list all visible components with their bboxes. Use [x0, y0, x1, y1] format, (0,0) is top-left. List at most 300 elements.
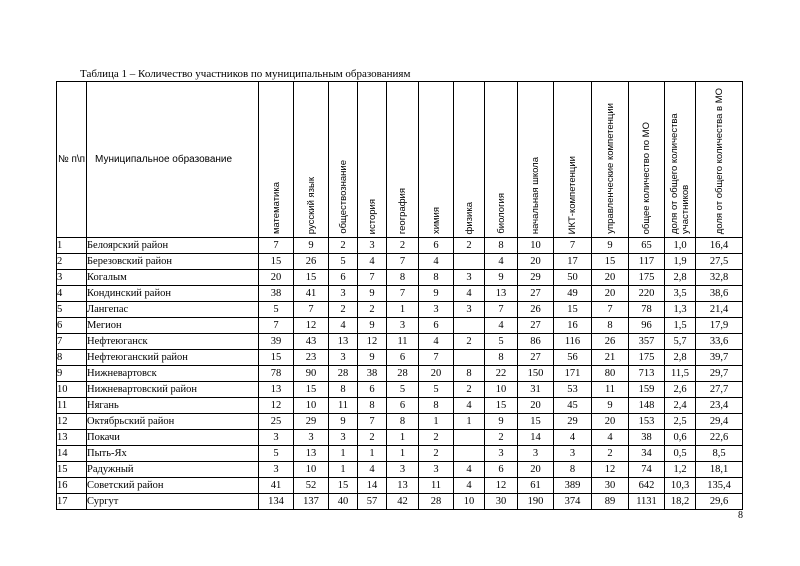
value-cell: 2,6 [665, 382, 696, 398]
value-cell: 12 [259, 398, 294, 414]
value-cell: 8 [554, 462, 592, 478]
value-cell: 15 [294, 382, 329, 398]
value-cell: 4 [454, 462, 485, 478]
value-cell [454, 254, 485, 270]
value-cell: 86 [518, 334, 554, 350]
value-cell: 15 [518, 414, 554, 430]
value-cell: 15 [485, 398, 518, 414]
value-cell: 50 [554, 270, 592, 286]
value-cell: 2 [485, 430, 518, 446]
total-cell: 117 [629, 254, 665, 270]
value-cell: 374 [554, 494, 592, 510]
value-cell: 134 [259, 494, 294, 510]
table-row [57, 414, 743, 430]
value-cell: 4 [485, 254, 518, 270]
table-row [57, 286, 743, 302]
value-cell: 6 [358, 382, 387, 398]
value-cell: 8 [454, 366, 485, 382]
value-cell: 42 [387, 494, 419, 510]
value-cell: 7 [358, 270, 387, 286]
row-index: 6 [57, 318, 87, 334]
value-cell: 38 [259, 286, 294, 302]
header-share-total: доля от общего количества участников [665, 82, 696, 238]
total-cell: 159 [629, 382, 665, 398]
header-subject: начальная школа [518, 82, 554, 238]
value-cell: 43 [294, 334, 329, 350]
value-cell: 2 [387, 238, 419, 254]
value-cell: 2 [329, 302, 358, 318]
value-cell: 1,9 [665, 254, 696, 270]
value-cell: 41 [294, 286, 329, 302]
value-cell: 56 [554, 350, 592, 366]
total-cell: 38 [629, 430, 665, 446]
row-index: 5 [57, 302, 87, 318]
value-cell: 1 [419, 414, 454, 430]
value-cell: 8 [485, 238, 518, 254]
municipality-name: Покачи [87, 430, 259, 446]
value-cell: 1 [329, 446, 358, 462]
municipality-name: Нефтеюганск [87, 334, 259, 350]
value-cell [454, 430, 485, 446]
value-cell: 45 [554, 398, 592, 414]
value-cell: 29 [518, 270, 554, 286]
value-cell: 2 [454, 382, 485, 398]
value-cell: 57 [358, 494, 387, 510]
value-cell: 9 [419, 286, 454, 302]
value-cell: 8 [387, 414, 419, 430]
value-cell: 7 [419, 350, 454, 366]
value-cell: 1,5 [665, 318, 696, 334]
value-cell: 30 [592, 478, 629, 494]
value-cell: 7 [259, 318, 294, 334]
value-cell: 13 [259, 382, 294, 398]
value-cell: 29,7 [696, 366, 743, 382]
municipality-name: Сургут [87, 494, 259, 510]
total-cell: 148 [629, 398, 665, 414]
value-cell: 11 [592, 382, 629, 398]
table-row [57, 366, 743, 382]
value-cell: 20 [592, 286, 629, 302]
total-cell: 713 [629, 366, 665, 382]
total-cell: 1131 [629, 494, 665, 510]
value-cell: 6 [419, 318, 454, 334]
value-cell: 10 [294, 398, 329, 414]
value-cell: 1 [387, 430, 419, 446]
value-cell: 4 [419, 334, 454, 350]
value-cell: 27,7 [696, 382, 743, 398]
value-cell: 10 [485, 382, 518, 398]
value-cell: 4 [554, 430, 592, 446]
value-cell: 90 [294, 366, 329, 382]
value-cell: 5 [387, 382, 419, 398]
table-row [57, 334, 743, 350]
row-index: 12 [57, 414, 87, 430]
row-index: 9 [57, 366, 87, 382]
municipality-name: Советский район [87, 478, 259, 494]
value-cell: 30 [485, 494, 518, 510]
row-index: 13 [57, 430, 87, 446]
value-cell: 39 [259, 334, 294, 350]
value-cell: 12 [358, 334, 387, 350]
value-cell: 3 [259, 462, 294, 478]
value-cell: 2,8 [665, 270, 696, 286]
table-header-row [57, 82, 743, 238]
value-cell: 2 [329, 238, 358, 254]
header-subject: география [387, 82, 419, 238]
value-cell: 5,7 [665, 334, 696, 350]
table-row [57, 270, 743, 286]
value-cell: 3 [454, 270, 485, 286]
table-row [57, 238, 743, 254]
value-cell: 20 [518, 254, 554, 270]
table-row [57, 318, 743, 334]
value-cell: 9 [358, 286, 387, 302]
value-cell: 12 [485, 478, 518, 494]
value-cell: 31 [518, 382, 554, 398]
value-cell: 137 [294, 494, 329, 510]
value-cell: 29,6 [696, 494, 743, 510]
total-cell: 74 [629, 462, 665, 478]
value-cell: 22 [485, 366, 518, 382]
value-cell: 4 [454, 398, 485, 414]
municipality-name: Мегион [87, 318, 259, 334]
value-cell: 20 [592, 414, 629, 430]
row-index: 16 [57, 478, 87, 494]
total-cell: 175 [629, 270, 665, 286]
value-cell: 3 [387, 462, 419, 478]
value-cell: 3 [329, 350, 358, 366]
value-cell: 13 [485, 286, 518, 302]
table-row [57, 350, 743, 366]
row-index: 4 [57, 286, 87, 302]
value-cell: 21,4 [696, 302, 743, 318]
municipality-name: Березовский район [87, 254, 259, 270]
row-index: 3 [57, 270, 87, 286]
value-cell: 5 [329, 254, 358, 270]
municipality-name: Радужный [87, 462, 259, 478]
value-cell: 0,6 [665, 430, 696, 446]
value-cell: 2 [592, 446, 629, 462]
value-cell: 9 [358, 318, 387, 334]
value-cell: 26 [294, 254, 329, 270]
value-cell: 26 [592, 334, 629, 350]
value-cell: 7 [387, 286, 419, 302]
value-cell: 4 [358, 462, 387, 478]
value-cell: 5 [259, 446, 294, 462]
value-cell: 4 [454, 478, 485, 494]
value-cell: 7 [485, 302, 518, 318]
header-share-mo: доля от общего количества в МО [696, 82, 743, 238]
value-cell: 2 [358, 302, 387, 318]
value-cell: 32,8 [696, 270, 743, 286]
value-cell: 20 [259, 270, 294, 286]
value-cell: 11,5 [665, 366, 696, 382]
value-cell: 3 [485, 446, 518, 462]
value-cell: 29 [294, 414, 329, 430]
table-row [57, 382, 743, 398]
value-cell: 3,5 [665, 286, 696, 302]
value-cell: 2,5 [665, 414, 696, 430]
value-cell: 26 [518, 302, 554, 318]
value-cell: 116 [554, 334, 592, 350]
municipality-name: Нижневартовский район [87, 382, 259, 398]
value-cell: 18,1 [696, 462, 743, 478]
value-cell: 4 [329, 318, 358, 334]
row-index: 17 [57, 494, 87, 510]
header-index: № п\п [57, 82, 87, 238]
value-cell: 52 [294, 478, 329, 494]
value-cell: 9 [294, 238, 329, 254]
participants-table [56, 81, 743, 510]
value-cell: 3 [259, 430, 294, 446]
value-cell: 8 [358, 398, 387, 414]
total-cell: 96 [629, 318, 665, 334]
header-subject: физика [454, 82, 485, 238]
municipality-name: Кондинский район [87, 286, 259, 302]
value-cell: 7 [554, 238, 592, 254]
value-cell: 9 [485, 270, 518, 286]
value-cell: 15 [329, 478, 358, 494]
value-cell: 22,6 [696, 430, 743, 446]
total-cell: 357 [629, 334, 665, 350]
row-index: 1 [57, 238, 87, 254]
value-cell: 17,9 [696, 318, 743, 334]
value-cell: 1 [358, 446, 387, 462]
value-cell: 14 [358, 478, 387, 494]
value-cell: 2 [419, 430, 454, 446]
row-index: 7 [57, 334, 87, 350]
municipality-name: Лангепас [87, 302, 259, 318]
value-cell: 3 [329, 286, 358, 302]
value-cell: 15 [259, 350, 294, 366]
total-cell: 65 [629, 238, 665, 254]
value-cell: 21 [592, 350, 629, 366]
value-cell: 9 [358, 350, 387, 366]
value-cell: 38,6 [696, 286, 743, 302]
value-cell: 1 [454, 414, 485, 430]
value-cell: 9 [592, 238, 629, 254]
value-cell: 8 [592, 318, 629, 334]
value-cell: 28 [387, 366, 419, 382]
total-cell: 34 [629, 446, 665, 462]
value-cell: 13 [329, 334, 358, 350]
value-cell: 6 [387, 398, 419, 414]
value-cell: 7 [387, 254, 419, 270]
total-cell: 220 [629, 286, 665, 302]
table-row [57, 462, 743, 478]
municipality-name: Пыть-Ях [87, 446, 259, 462]
value-cell: 16,4 [696, 238, 743, 254]
value-cell [454, 350, 485, 366]
value-cell: 1 [329, 462, 358, 478]
value-cell: 4 [485, 318, 518, 334]
total-cell: 642 [629, 478, 665, 494]
table-caption: Таблица 1 – Количество участников по муниципальным образованиям [80, 68, 411, 80]
value-cell: 4 [358, 254, 387, 270]
table-row [57, 446, 743, 462]
value-cell: 5 [485, 334, 518, 350]
value-cell: 15 [294, 270, 329, 286]
value-cell: 29,4 [696, 414, 743, 430]
value-cell: 1 [387, 446, 419, 462]
value-cell: 171 [554, 366, 592, 382]
value-cell: 27,5 [696, 254, 743, 270]
value-cell: 10 [518, 238, 554, 254]
value-cell: 2 [419, 446, 454, 462]
value-cell: 28 [419, 494, 454, 510]
header-subject: биология [485, 82, 518, 238]
value-cell: 9 [485, 414, 518, 430]
value-cell: 7 [259, 238, 294, 254]
municipality-name: Когалым [87, 270, 259, 286]
value-cell: 61 [518, 478, 554, 494]
row-index: 15 [57, 462, 87, 478]
value-cell: 3 [294, 430, 329, 446]
row-index: 2 [57, 254, 87, 270]
value-cell: 15 [554, 302, 592, 318]
value-cell: 38 [358, 366, 387, 382]
row-index: 14 [57, 446, 87, 462]
value-cell: 3 [419, 302, 454, 318]
value-cell: 20 [518, 398, 554, 414]
value-cell: 15 [259, 254, 294, 270]
municipality-name: Октябрьский район [87, 414, 259, 430]
value-cell: 3 [554, 446, 592, 462]
value-cell: 8 [485, 350, 518, 366]
row-index: 11 [57, 398, 87, 414]
value-cell: 6 [387, 350, 419, 366]
total-cell: 175 [629, 350, 665, 366]
value-cell: 23,4 [696, 398, 743, 414]
value-cell: 389 [554, 478, 592, 494]
value-cell: 3 [387, 318, 419, 334]
value-cell: 2,8 [665, 350, 696, 366]
value-cell: 3 [358, 238, 387, 254]
value-cell: 3 [518, 446, 554, 462]
value-cell: 41 [259, 478, 294, 494]
value-cell: 9 [592, 398, 629, 414]
value-cell: 10 [454, 494, 485, 510]
value-cell: 25 [259, 414, 294, 430]
value-cell: 78 [259, 366, 294, 382]
value-cell [454, 446, 485, 462]
value-cell: 15 [592, 254, 629, 270]
value-cell: 9 [329, 414, 358, 430]
value-cell: 11 [419, 478, 454, 494]
municipality-name: Нягань [87, 398, 259, 414]
table-row [57, 398, 743, 414]
value-cell: 3 [329, 430, 358, 446]
row-index: 8 [57, 350, 87, 366]
value-cell: 3 [419, 462, 454, 478]
value-cell: 7 [358, 414, 387, 430]
table-row [57, 254, 743, 270]
value-cell: 3 [454, 302, 485, 318]
value-cell: 8,5 [696, 446, 743, 462]
value-cell: 2 [454, 238, 485, 254]
total-cell: 78 [629, 302, 665, 318]
value-cell: 150 [518, 366, 554, 382]
value-cell: 0,5 [665, 446, 696, 462]
municipality-name: Нижневартовск [87, 366, 259, 382]
value-cell: 53 [554, 382, 592, 398]
value-cell: 39,7 [696, 350, 743, 366]
value-cell: 4 [419, 254, 454, 270]
value-cell: 1,2 [665, 462, 696, 478]
value-cell: 1 [387, 302, 419, 318]
value-cell: 14 [518, 430, 554, 446]
header-subject: русский язык [294, 82, 329, 238]
value-cell: 7 [294, 302, 329, 318]
value-cell: 135,4 [696, 478, 743, 494]
value-cell: 20 [592, 270, 629, 286]
value-cell: 13 [387, 478, 419, 494]
header-municipality: Муниципальное образование [87, 82, 259, 238]
value-cell: 190 [518, 494, 554, 510]
row-index: 10 [57, 382, 87, 398]
table-row [57, 494, 743, 510]
header-subject: обществознание [329, 82, 358, 238]
header-total: общее количество по МО [629, 82, 665, 238]
value-cell: 6 [329, 270, 358, 286]
value-cell: 29 [554, 414, 592, 430]
value-cell: 23 [294, 350, 329, 366]
value-cell: 2 [358, 430, 387, 446]
value-cell: 27 [518, 318, 554, 334]
page-number: 8 [738, 510, 743, 521]
value-cell: 8 [329, 382, 358, 398]
table-row [57, 478, 743, 494]
total-cell: 153 [629, 414, 665, 430]
municipality-name: Нефтеюганский район [87, 350, 259, 366]
value-cell: 18,2 [665, 494, 696, 510]
value-cell: 8 [419, 270, 454, 286]
value-cell: 5 [259, 302, 294, 318]
value-cell: 8 [387, 270, 419, 286]
value-cell: 49 [554, 286, 592, 302]
value-cell: 2,4 [665, 398, 696, 414]
value-cell: 12 [592, 462, 629, 478]
value-cell: 12 [294, 318, 329, 334]
value-cell: 1,3 [665, 302, 696, 318]
value-cell: 13 [294, 446, 329, 462]
header-subject: история [358, 82, 387, 238]
municipality-name: Белоярский район [87, 238, 259, 254]
value-cell: 20 [518, 462, 554, 478]
value-cell: 10,3 [665, 478, 696, 494]
table-row [57, 302, 743, 318]
value-cell: 17 [554, 254, 592, 270]
value-cell: 10 [294, 462, 329, 478]
value-cell: 6 [419, 238, 454, 254]
table-row [57, 430, 743, 446]
value-cell: 2 [454, 334, 485, 350]
value-cell: 8 [419, 398, 454, 414]
value-cell: 89 [592, 494, 629, 510]
value-cell: 7 [592, 302, 629, 318]
value-cell: 5 [419, 382, 454, 398]
value-cell: 40 [329, 494, 358, 510]
value-cell: 28 [329, 366, 358, 382]
value-cell: 27 [518, 286, 554, 302]
value-cell: 1,0 [665, 238, 696, 254]
header-subject: управленческие компетенции [592, 82, 629, 238]
value-cell: 33,6 [696, 334, 743, 350]
value-cell: 11 [329, 398, 358, 414]
header-subject: химия [419, 82, 454, 238]
value-cell: 20 [419, 366, 454, 382]
value-cell: 6 [485, 462, 518, 478]
